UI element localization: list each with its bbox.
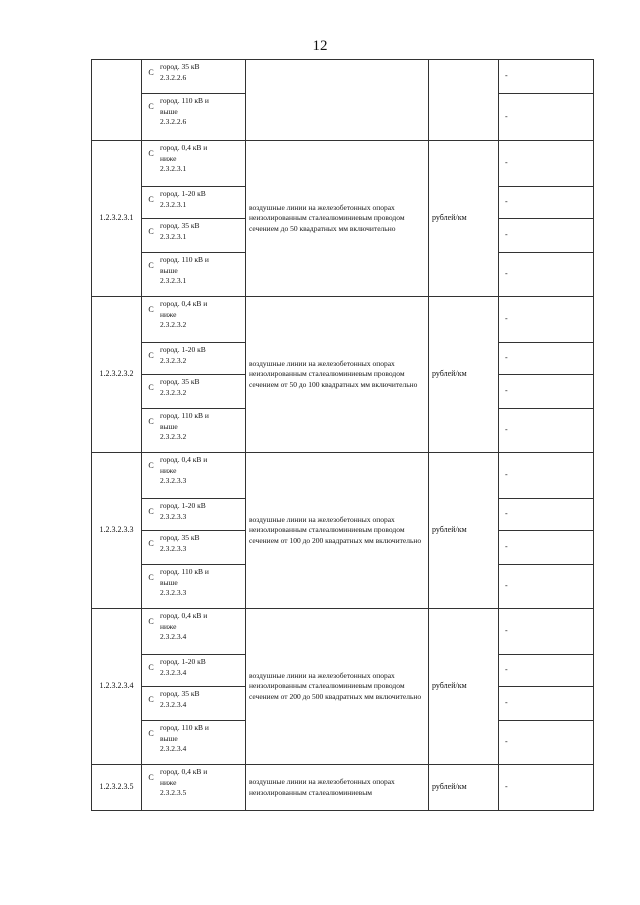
sub-item-letter: С (148, 305, 154, 314)
sub-item-cell (142, 219, 246, 253)
table-row (92, 609, 594, 655)
sub-item-letter: С (148, 729, 154, 738)
sub-item-cell (142, 565, 246, 609)
sub-item-letter: С (148, 773, 154, 782)
sub-item-label: город. 110 кВ и выше 2.3.2.3.4 (160, 723, 209, 753)
item-value: - (499, 219, 594, 253)
item-unit: рублей/км (429, 609, 499, 765)
sub-item-label: город. 35 кВ 2.3.2.3.4 (160, 689, 200, 709)
sub-item-label: город. 0,4 кВ и ниже 2.3.2.3.3 (160, 455, 208, 485)
item-value: - (499, 687, 594, 721)
sub-item-cell (142, 499, 246, 531)
sub-item-cell (142, 765, 246, 811)
sub-item-letter: С (148, 663, 154, 672)
sub-item-letter: С (148, 68, 154, 77)
table-row (92, 60, 594, 94)
item-description: воздушные линии на железобетонных опорах неизолированным сталеалюминиевым проводом сечением от 100 до 200 квадратных мм включительно (246, 453, 429, 609)
item-unit: рублей/км (429, 297, 499, 453)
item-code: 1.2.3.2.3.1 (92, 141, 142, 297)
sub-item-cell (142, 141, 246, 187)
sub-item-letter: С (148, 507, 154, 516)
item-value: - (499, 765, 594, 811)
sub-item-label: город. 35 кВ 2.3.2.3.3 (160, 533, 200, 553)
sub-item-cell (142, 453, 246, 499)
item-code: 1.2.3.2.3.5 (92, 765, 142, 811)
sub-item-cell (142, 94, 246, 141)
sub-item-letter: С (148, 539, 154, 548)
sub-item-letter: С (148, 461, 154, 470)
sub-item-label: город. 1-20 кВ 2.3.2.3.2 (160, 345, 206, 365)
sub-item-label: город. 1-20 кВ 2.3.2.3.3 (160, 501, 206, 521)
sub-item-cell (142, 409, 246, 453)
item-code: 1.2.3.2.3.2 (92, 297, 142, 453)
item-value: - (499, 141, 594, 187)
sub-item-cell (142, 297, 246, 343)
item-value: - (499, 499, 594, 531)
sub-item-letter: С (148, 195, 154, 204)
item-value: - (499, 94, 594, 141)
item-description: воздушные линии на железобетонных опорах неизолированным сталеалюминиевым проводом сечением от 50 до 100 квадратных мм включительно (246, 297, 429, 453)
sub-item-cell (142, 375, 246, 409)
item-unit: рублей/км (429, 141, 499, 297)
table-row (92, 297, 594, 343)
sub-item-cell (142, 187, 246, 219)
sub-item-cell (142, 253, 246, 297)
table-row (92, 141, 594, 187)
item-value: - (499, 655, 594, 687)
sub-item-label: город. 35 кВ 2.3.2.3.1 (160, 221, 200, 241)
item-code: 1.2.3.2.3.3 (92, 453, 142, 609)
item-value: - (499, 343, 594, 375)
sub-item-cell (142, 343, 246, 375)
item-value: - (499, 609, 594, 655)
sub-item-label: город. 110 кВ и выше 2.3.2.3.1 (160, 255, 209, 285)
item-unit: рублей/км (429, 765, 499, 811)
sub-item-label: город. 0,4 кВ и ниже 2.3.2.3.5 (160, 767, 208, 797)
sub-item-label: город. 35 кВ 2.3.2.3.2 (160, 377, 200, 397)
sub-item-letter: С (148, 261, 154, 270)
sub-item-label: город. 1-20 кВ 2.3.2.3.1 (160, 189, 206, 209)
sub-item-cell (142, 531, 246, 565)
sub-item-letter: С (148, 695, 154, 704)
item-value: - (499, 453, 594, 499)
item-description: воздушные линии на железобетонных опорах неизолированным сталеалюминиевым проводом сечением от 200 до 500 квадратных мм включительно (246, 609, 429, 765)
table-row (92, 765, 594, 811)
item-unit (429, 60, 499, 141)
sub-item-label: город. 0,4 кВ и ниже 2.3.2.3.1 (160, 143, 208, 173)
sub-item-label: город. 110 кВ и выше 2.3.2.3.2 (160, 411, 209, 441)
page-number: 12 (312, 38, 328, 54)
sub-item-cell (142, 687, 246, 721)
sub-item-label: город. 1-20 кВ 2.3.2.3.4 (160, 657, 206, 677)
item-description: воздушные линии на железобетонных опорах неизолированным сталеалюминиевым (246, 765, 429, 811)
tariff-table (91, 59, 594, 811)
item-value: - (499, 297, 594, 343)
sub-item-label: город. 35 кВ 2.3.2.2.6 (160, 62, 200, 82)
table-row (92, 453, 594, 499)
item-code (92, 60, 142, 141)
sub-item-cell (142, 60, 246, 94)
sub-item-letter: С (148, 417, 154, 426)
sub-item-label: город. 110 кВ и выше 2.3.2.2.6 (160, 96, 209, 126)
sub-item-letter: С (148, 617, 154, 626)
item-value: - (499, 60, 594, 94)
sub-item-letter: С (148, 383, 154, 392)
item-value: - (499, 375, 594, 409)
item-code: 1.2.3.2.3.4 (92, 609, 142, 765)
item-description: воздушные линии на железобетонных опорах неизолированным сталеалюминиевым проводом сечением до 50 квадратных мм включительно (246, 141, 429, 297)
sub-item-cell (142, 609, 246, 655)
item-value: - (499, 531, 594, 565)
sub-item-label: город. 110 кВ и выше 2.3.2.3.3 (160, 567, 209, 597)
sub-item-cell (142, 721, 246, 765)
sub-item-letter: С (148, 149, 154, 158)
sub-item-letter: С (148, 351, 154, 360)
item-value: - (499, 721, 594, 765)
item-value: - (499, 187, 594, 219)
sub-item-label: город. 0,4 кВ и ниже 2.3.2.3.4 (160, 611, 208, 641)
item-description (246, 60, 429, 141)
sub-item-cell (142, 655, 246, 687)
sub-item-letter: С (148, 227, 154, 236)
sub-item-letter: С (148, 573, 154, 582)
item-value: - (499, 565, 594, 609)
sub-item-label: город. 0,4 кВ и ниже 2.3.2.3.2 (160, 299, 208, 329)
item-value: - (499, 409, 594, 453)
sub-item-letter: С (148, 102, 154, 111)
item-unit: рублей/км (429, 453, 499, 609)
item-value: - (499, 253, 594, 297)
